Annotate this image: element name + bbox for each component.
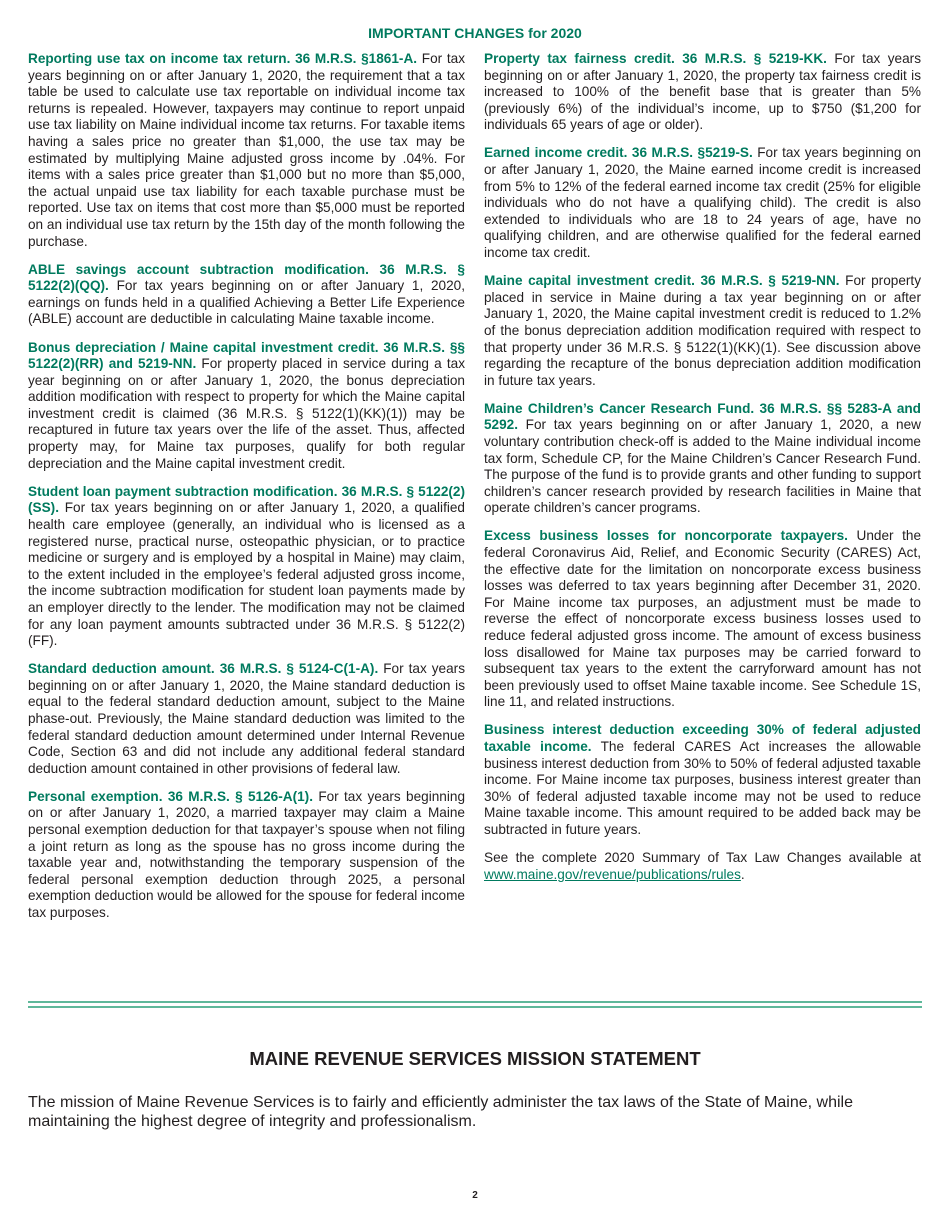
- section-heading: Business interest deduction exceeding 30% of federal adjusted taxable income.: [484, 722, 921, 755]
- section-able-savings: [28, 262, 465, 328]
- section-excess-business-losses: [484, 528, 921, 711]
- section-heading: Earned income credit. 36 M.R.S. §5219-S.: [484, 145, 753, 161]
- divider-line: [28, 1006, 922, 1008]
- section-heading: Student loan payment subtraction modification. 36 M.R.S. § 5122(2)(SS).: [28, 483, 465, 516]
- section-body: For tax years beginning on or after January 1, 2020, the requirement that a tax table be used to calculate use tax reportable on individual income tax returns is repealed. However, taxpayers may continue to report unpaid use tax liability on Maine individual income tax returns. For taxable items having a sales price no greater than $1,000, the use tax may be estimated by multiplying Maine adjusted gross income by .04%. For items with a sales price greater than $1,000 but no more than $5,000, the actual unpaid use tax liability for each taxable purchase must be reported. Use tax on items that cost more than $5,000 must be reported on an individual use tax return by the 15th day of the month following the purchase.: [28, 51, 465, 249]
- section-heading: Maine capital investment credit. 36 M.R.S. § 5219-NN.: [484, 273, 840, 289]
- section-personal-exemption: [28, 789, 465, 922]
- section-body: For tax years beginning on or after January 1, 2020, earnings on funds held in a qualified Achieving a Better Life Experience (ABLE) account are deductible in calculating Maine taxable income.: [28, 278, 465, 327]
- section-heading: Standard deduction amount. 36 M.R.S. § 5124-C(1-A).: [28, 661, 379, 677]
- section-heading: Reporting use tax on income tax return. 36 M.R.S. §1861-A.: [28, 51, 418, 66]
- section-body: For tax years beginning on or after January 1, 2020, the Maine standard deduction is equal to the federal standard deduction amount, subject to the Maine phase-out. Previously, the Maine standard deduction was limited to the federal standard deduction amount determined under Internal Revenue Code, Section 63 and did not include any additional federal standard deduction amount contained in other provisions of federal law.: [28, 661, 465, 776]
- section-property-tax-fairness: [484, 51, 921, 134]
- section-bonus-depreciation: [28, 340, 465, 473]
- section-heading: Maine Children’s Cancer Research Fund. 36 M.R.S. §§ 5283-A and 5292.: [484, 400, 921, 433]
- closing-period: .: [740, 866, 745, 882]
- section-cancer-research: [484, 401, 921, 517]
- left-column: [28, 51, 465, 933]
- section-body: For property placed in service in Maine during a tax year beginning on or after January 1, 2020, the Maine capital investment credit is reduced to 1.2% of the bonus depreciation addition modification required with respect to that property under 36 M.R.S. § 5122(1)(KK)(1). See discussion above regarding the recapture of the bonus depreciation addition modification in future tax years.: [484, 273, 921, 388]
- section-body: For tax years beginning on or after January 1, 2020, a new voluntary contribution check-off is added to the Maine individual income tax form, Schedule CP, for the Maine Children’s Cancer Research Fund. The purpose of the fund is to provide grants and other funding to support children’s cancer research provided by research facilities in Maine that operate children’s cancer programs.: [484, 417, 921, 516]
- section-capital-investment: [484, 273, 921, 389]
- section-use-tax: [28, 51, 465, 250]
- section-standard-deduction: [28, 661, 465, 777]
- section-heading: Property tax fairness credit. 36 M.R.S. § 5219-KK.: [484, 51, 827, 66]
- rules-link[interactable]: www.maine.gov/revenue/publications/rules: [484, 866, 741, 882]
- right-column: [484, 51, 921, 895]
- section-heading: ABLE savings account subtraction modification. 36 M.R.S. § 5122(2)(QQ).: [28, 261, 465, 294]
- page-number: 2: [472, 1190, 478, 1201]
- section-body: For tax years beginning on or after January 1, 2020, the property tax fairness credit is increased to 100% of the benefit base that is greater than 5% (previously 6%) of the individual’s income, up to $750 ($1,200 for individuals 65 years of age or older).: [484, 51, 921, 133]
- section-body: For tax years beginning on or after January 1, 2020, a qualified health care employee (generally, an individual who is licensed as a registered nurse, practical nurse, osteopathic physician, or to practice medicine or surgery and is employed by a hospital in Maine) may claim, to the extent included in the employee’s federal adjusted gross income, the income subtraction modification for student loan payments made by an employer directly to the lender. The modification may not be claimed for any loan payment amounts subtracted under 36 M.R.S. § 5122(2)(FF).: [28, 500, 465, 649]
- section-business-interest: [484, 722, 921, 838]
- divider-line: [28, 1001, 922, 1003]
- section-body: The federal CARES Act increases the allowable business interest deduction from 30% to 50% of federal adjusted taxable income. For Maine income tax purposes, business interest greater than 30% of federal adjusted taxable income may not be used to reduce Maine taxable income. This amount required to be added back may be subtracted in future years.: [484, 739, 921, 838]
- closing-note: [484, 850, 921, 883]
- section-heading: Bonus depreciation / Maine capital investment credit. 36 M.R.S. §§ 5122(2)(RR) and 5219-NN.: [28, 339, 465, 372]
- section-heading: Personal exemption. 36 M.R.S. § 5126-A(1).: [28, 788, 313, 804]
- section-student-loan: [28, 484, 465, 650]
- mission-title: MAINE REVENUE SERVICES MISSION STATEMENT: [249, 1048, 701, 1069]
- mission-text: The mission of Maine Revenue Services is to fairly and efficiently administer the tax laws of the State of Maine, while maintaining the highest degree of integrity and professionalism.: [28, 1094, 853, 1130]
- section-earned-income: [484, 145, 921, 261]
- section-body: For tax years beginning on or after January 1, 2020, the Maine earned income credit is increased from 5% to 12% of the federal earned income tax credit (25% for eligible individuals who do not have a qualifying child). The credit is also extended to individuals who are 18 to 24 years of age, have no qualifying children, and are otherwise qualified for the federal earned income tax credit.: [484, 145, 921, 261]
- section-body: For tax years beginning on or after January 1, 2020, a married taxpayer may claim a Maine personal exemption deduction for that taxpayer’s spouse when not filing a joint return as long as the spouse has no gross income during the taxable year and, notwithstanding the temporary suspension of the federal personal exemption deduction through 2025, a personal exemption deduction would be allowed for the spouse for federal income tax purposes.: [28, 788, 466, 920]
- closing-text: See the complete 2020 Summary of Tax Law Changes available at: [484, 850, 921, 866]
- section-heading: Excess business losses for noncorporate taxpayers.: [484, 528, 848, 544]
- section-body: Under the federal Coronavirus Aid, Relief, and Economic Security (CARES) Act, the effective date for the limitation on noncorporate excess business losses was deferred to tax years beginning after December 31, 2020. For Maine income tax purposes, an adjustment must be made to reverse the effect of noncorporate excess business losses used to reduce federal adjusted gross income. The amount of excess business loss disallowed for Maine tax purposes may be carried forward to subsequent tax years to the extent the carryforward amount has not been previously used to offset Maine taxable income. See Schedule 1S, line 11, and related instructions.: [484, 528, 922, 710]
- page-title: IMPORTANT CHANGES for 2020: [368, 25, 582, 41]
- section-body: For property placed in service during a tax year beginning on or after January 1, 2020, the bonus depreciation addition modification with respect to property for which the Maine capital investment credit is claimed (36 M.R.S. § 5122(1)(KK)(1)) may be recaptured in future tax years over the life of the asset. Thus, affected property may, for Maine tax purposes, qualify for both regular depreciation and the Maine capital investment credit.: [28, 356, 466, 471]
